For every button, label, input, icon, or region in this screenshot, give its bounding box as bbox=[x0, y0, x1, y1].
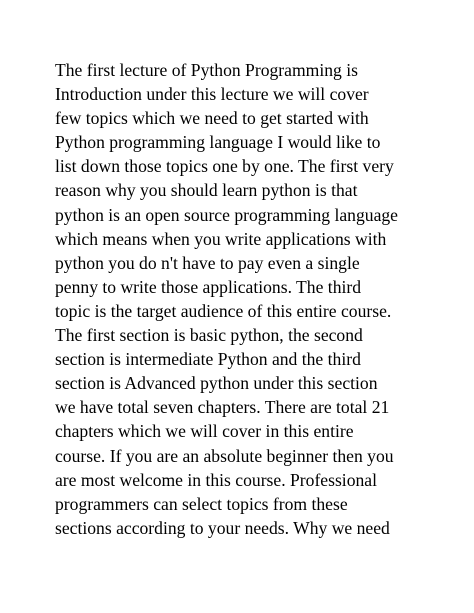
text-line: we have total seven chapters. There are total 21 bbox=[55, 397, 390, 418]
text-line: chapters which we will cover in this entire bbox=[55, 421, 354, 442]
text-line: programmers can select topics from these bbox=[55, 493, 348, 514]
text-line: topic is the target audience of this entire course. bbox=[55, 300, 392, 321]
text-line: which means when you write applications with bbox=[55, 228, 387, 249]
text-line: few topics which we need to get started with bbox=[55, 108, 369, 129]
text-line: python is an open source programming language bbox=[55, 204, 398, 225]
text-line: section is intermediate Python and the third bbox=[55, 349, 361, 370]
text-line: section is Advanced python under this section bbox=[55, 373, 378, 394]
text-line: reason why you should learn python is that bbox=[55, 180, 358, 201]
text-line: course. If you are an absolute beginner then you bbox=[55, 445, 394, 466]
text-line: are most welcome in this course. Professional bbox=[55, 469, 377, 490]
text-line: The first section is basic python, the second bbox=[55, 325, 363, 346]
text-line: list down those topics one by one. The first very bbox=[55, 156, 394, 177]
text-line: Introduction under this lecture we will cover bbox=[55, 84, 369, 105]
body-text bbox=[55, 58, 435, 540]
text-line: python you do n't have to pay even a single bbox=[55, 252, 360, 273]
text-line: penny to write those applications. The third bbox=[55, 276, 362, 297]
text-line: The first lecture of Python Programming is bbox=[55, 60, 358, 80]
text-line: Python programming language I would like to bbox=[55, 132, 381, 153]
text-line: sections according to your needs. Why we need bbox=[55, 517, 390, 538]
